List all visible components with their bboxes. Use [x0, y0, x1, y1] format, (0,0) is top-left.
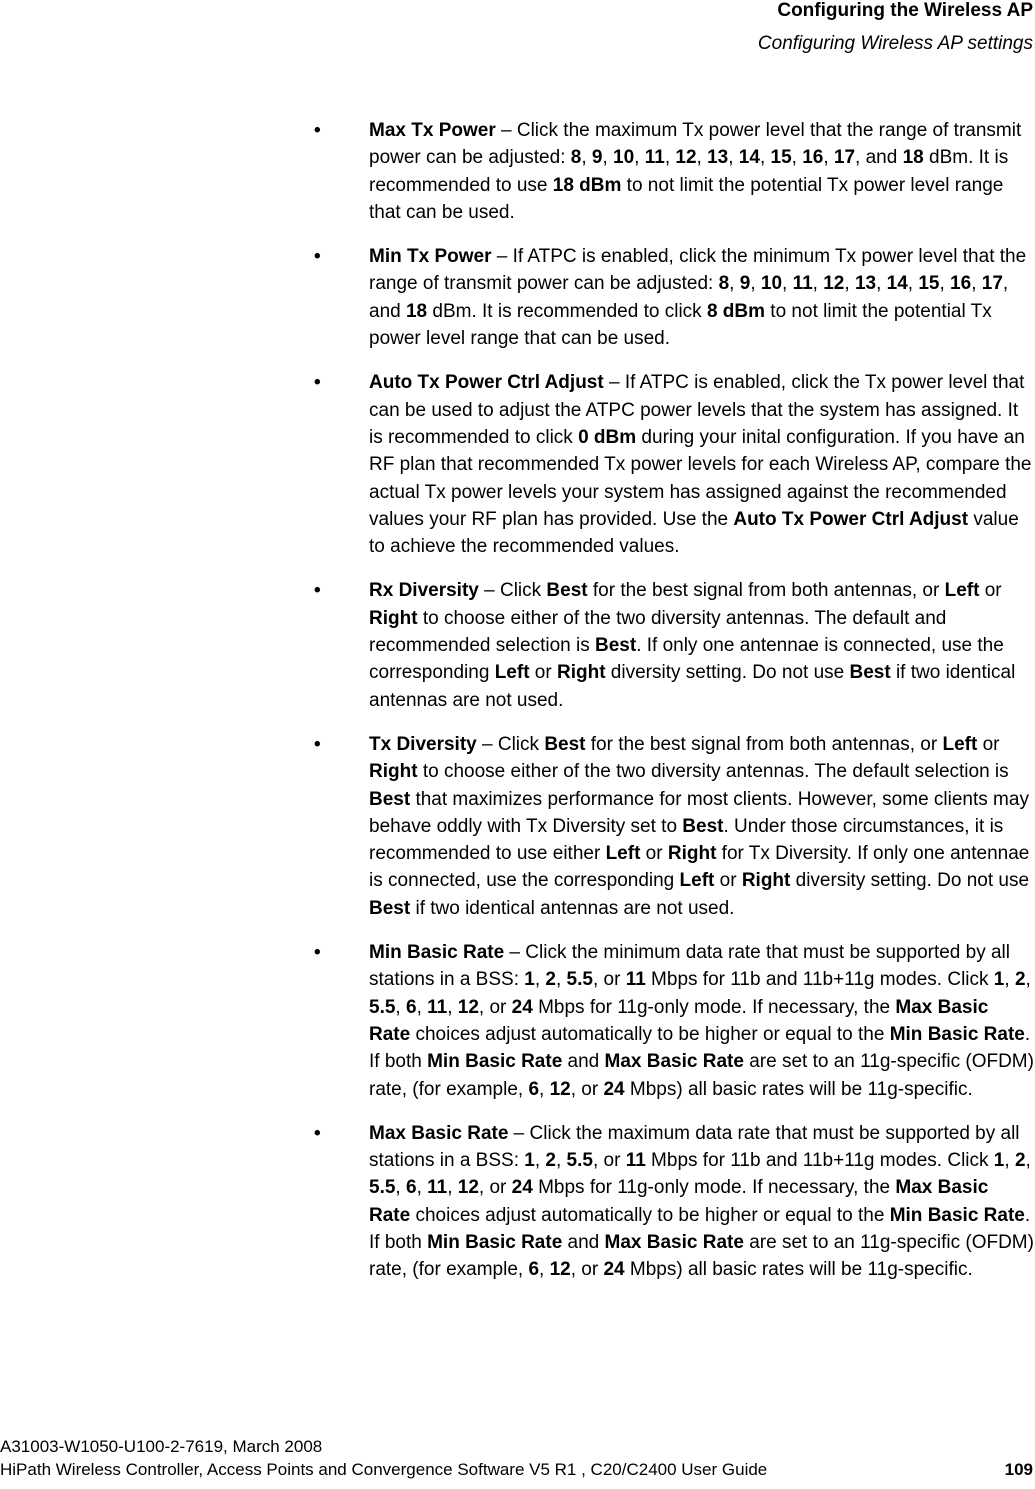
text-run: dBm. It is recommended to use	[369, 147, 1009, 196]
text-run: – If ATPC is enabled, click the minimum Tx power level that the range of transmit power can be adjusted:	[369, 246, 1027, 295]
bullet-list	[314, 117, 1034, 1301]
bold-term: 6	[405, 1177, 417, 1199]
text-run: Mbps) all basic rates will be 11g-specific.	[624, 1078, 973, 1100]
text-run: Mbps for 11g-only mode. If necessary, the	[532, 996, 896, 1018]
page-number: 109	[1004, 1460, 1033, 1479]
bold-term: Best	[369, 788, 411, 810]
bold-term: 12	[549, 1259, 571, 1281]
text-run: , or	[570, 1078, 604, 1100]
text-run: or	[714, 870, 742, 892]
bold-term: 2	[545, 969, 556, 991]
text-run: ,	[812, 273, 824, 295]
bold-term: Rx Diversity	[369, 580, 479, 602]
text-run: ,	[534, 1150, 546, 1172]
bold-term: 6	[528, 1078, 540, 1100]
text-run: ,	[534, 969, 546, 991]
bullet-icon: •	[314, 942, 321, 964]
bold-term: 5.5	[369, 1177, 396, 1199]
bullet-item-auto-tx-power-ctrl-adjust	[314, 369, 1034, 560]
bold-term: 9	[739, 273, 751, 295]
text-run: ,	[539, 1078, 550, 1100]
text-run: ,	[581, 147, 592, 169]
bold-term: Left	[944, 580, 980, 602]
text-run: ,	[844, 273, 855, 295]
text-run: ,	[759, 147, 771, 169]
bold-term: Min Tx Power	[369, 246, 492, 268]
bold-term: Min Basic Rate	[427, 1051, 563, 1073]
text-run: dBm. It is recommended to click	[427, 300, 707, 322]
bold-term: Tx Diversity	[369, 733, 477, 755]
text-run: – Click the maximum data rate that must be supported by all stations in a BSS:	[369, 1122, 1020, 1172]
bold-term: Right	[667, 843, 717, 865]
text-run: diversity setting. Do not use	[790, 870, 1030, 892]
bullet-icon: •	[314, 580, 321, 602]
footer-document-id: A31003-W1050-U100-2-7619, March 2008	[0, 1437, 323, 1456]
bold-term: 5.5	[566, 969, 593, 991]
bullet-text	[369, 942, 1034, 1099]
bold-term: Max Tx Power	[369, 120, 496, 141]
text-run: , or	[478, 1177, 512, 1199]
text-run: ,	[939, 273, 951, 295]
bold-term: 5.5	[566, 1150, 593, 1172]
text-run: , or	[570, 1259, 604, 1281]
bold-term: Best	[849, 662, 891, 684]
text-run: and	[562, 1231, 605, 1253]
bold-term: Best	[546, 580, 588, 602]
text-run: ,	[750, 273, 761, 295]
text-run: . Under those circumstances, it is recommended to use either	[369, 815, 1004, 865]
text-run: ,	[1025, 969, 1031, 991]
bold-term: Min Basic Rate	[427, 1231, 563, 1253]
bold-term: Left	[942, 733, 978, 755]
bold-term: 18	[405, 300, 428, 322]
header-section-title: Configuring Wireless AP settings	[757, 33, 1033, 54]
text-run: ,	[395, 996, 406, 1018]
bold-term: Max Basic Rate	[604, 1231, 744, 1253]
text-run: ,	[555, 1150, 567, 1172]
bullet-item-min-tx-power	[314, 243, 1034, 352]
text-run: ,	[1004, 1150, 1015, 1172]
text-run: or	[640, 843, 668, 865]
bullet-icon: •	[314, 246, 321, 268]
text-run: ,	[447, 1177, 458, 1199]
bold-term: 9	[591, 147, 603, 169]
bold-term: 17	[833, 147, 856, 169]
text-run: to not limit the potential Tx power level range that can be used.	[369, 300, 992, 350]
bold-term: 11	[644, 147, 665, 169]
bold-term: Left	[494, 662, 530, 684]
bold-term: 8	[570, 147, 582, 169]
bullet-text	[369, 580, 1015, 710]
bold-term: 2	[1014, 1150, 1026, 1172]
text-run: and	[562, 1051, 605, 1073]
text-run: choices adjust automatically to be higher or equal to the	[410, 1204, 890, 1226]
footer-guide-title: HiPath Wireless Controller, Access Points and Convergence Software V5 R1 , C20/C2400 User Guide	[0, 1460, 768, 1479]
bold-term: Max Basic Rate	[369, 1177, 989, 1226]
bullet-text	[369, 120, 1021, 223]
bold-term: 15	[918, 273, 940, 295]
bold-term: 16	[802, 147, 824, 169]
bold-term: 8 dBm	[706, 300, 766, 322]
text-run: during your inital configuration. If you have an RF plan that recommended Tx power levels for each Wireless AP, compare the actual Tx power levels your system has assigned against the recommended values your RF plan has provided. Use the	[369, 426, 1032, 530]
text-run: to not limit the potential Tx power level range that can be used.	[369, 174, 1004, 223]
text-run: ,	[664, 147, 676, 169]
bold-term: Max Basic Rate	[604, 1051, 744, 1073]
text-run: ,	[539, 1259, 550, 1281]
bullet-text	[369, 246, 1026, 349]
text-run: ,	[971, 273, 982, 295]
text-run: ,	[907, 273, 919, 295]
bold-term: Right	[369, 607, 418, 629]
bold-term: 12	[457, 1177, 479, 1199]
text-run: ,	[823, 147, 834, 169]
bold-term: 11	[625, 969, 646, 991]
bold-term: 11	[427, 996, 448, 1018]
bullet-text	[369, 734, 1029, 919]
bullet-icon: •	[314, 733, 321, 755]
bold-term: Max Basic Rate	[369, 996, 989, 1045]
text-run: for the best signal from both antennas, or	[587, 580, 945, 602]
text-run: to choose either of the two diversity antennas. The default selection is	[417, 761, 1009, 783]
bold-term: 24	[511, 996, 533, 1018]
text-run: choices adjust automatically to be higher or equal to the	[410, 1023, 890, 1045]
bullet-item-min-basic-rate	[314, 939, 1034, 1103]
bold-term: 14	[886, 273, 908, 295]
bold-term: 12	[823, 273, 845, 295]
bold-term: 12	[457, 996, 479, 1018]
text-run: , or	[592, 969, 626, 991]
text-run: , and	[855, 147, 903, 169]
text-run: ,	[634, 147, 645, 169]
text-run: or	[977, 733, 1000, 755]
text-run: , or	[478, 996, 512, 1018]
bold-term: 13	[707, 147, 729, 169]
bold-term: 12	[675, 147, 697, 169]
bold-term: Best	[544, 733, 586, 755]
text-run: are set to an 11g-specific (OFDM) rate, (for example,	[369, 1051, 1034, 1100]
bullet-text	[369, 1123, 1034, 1280]
bold-term: Best	[682, 815, 724, 837]
text-run: diversity setting. Do not use	[605, 662, 850, 684]
text-run: – If ATPC is enabled, click the Tx power level that can be used to adjust the ATPC power levels that the system has assigned. It is recommended to click	[369, 372, 1025, 448]
bold-term: Left	[605, 843, 641, 865]
bold-term: 6	[405, 996, 417, 1018]
bold-term: Right	[369, 761, 418, 783]
bold-term: 24	[603, 1078, 625, 1100]
text-run: for the best signal from both antennas, or	[585, 733, 943, 755]
text-run: Mbps for 11g-only mode. If necessary, the	[532, 1177, 896, 1199]
bold-term: 2	[545, 1150, 556, 1172]
bullet-icon: •	[314, 372, 321, 394]
bold-term: 10	[613, 147, 635, 169]
bold-term: 16	[950, 273, 972, 295]
text-run: ,	[416, 996, 428, 1018]
text-run: if two identical antennas are not used.	[410, 897, 735, 919]
text-run: ,	[876, 273, 887, 295]
text-run: . If only one antennae is connected, use the corresponding	[369, 635, 1004, 684]
text-run: ,	[555, 969, 567, 991]
bold-term: Best	[369, 897, 411, 919]
bold-term: 1	[993, 1150, 1005, 1172]
bold-term: Min Basic Rate	[369, 942, 505, 964]
text-run: value to achieve the recommended values.	[369, 508, 1019, 558]
text-run: or	[529, 662, 557, 684]
bold-term: Auto Tx Power Ctrl Adjust	[733, 508, 969, 530]
text-run: ,	[602, 147, 614, 169]
bullet-text	[369, 372, 1032, 557]
bold-term: 1	[524, 969, 535, 991]
text-run: – Click the minimum data rate that must be supported by all stations in a BSS:	[369, 942, 1011, 991]
bold-term: Left	[679, 870, 715, 892]
text-run: ,	[1004, 969, 1015, 991]
bold-term: 15	[770, 147, 792, 169]
bullet-icon: •	[314, 120, 321, 141]
text-run: ,	[791, 147, 803, 169]
bold-term: Right	[556, 662, 606, 684]
bold-term: 24	[603, 1259, 625, 1281]
bullet-item-rx-diversity	[314, 577, 1034, 713]
bold-term: 1	[524, 1150, 535, 1172]
bold-term: 12	[549, 1078, 571, 1100]
bullet-item-max-tx-power	[314, 117, 1034, 226]
bold-term: Best	[595, 635, 637, 657]
text-run: – Click	[478, 580, 547, 602]
text-run: for Tx Diversity. If only one antennae is connected, use the corresponding	[369, 843, 1030, 892]
text-run: to choose either of the two diversity antennas. The default and recommended selection is	[369, 607, 947, 657]
bold-term: Right	[741, 870, 791, 892]
bold-term: 11	[792, 273, 813, 295]
bold-term: Min Basic Rate	[889, 1023, 1025, 1045]
bold-term: Max Basic Rate	[369, 1122, 509, 1144]
bold-term: 18	[902, 147, 924, 169]
bold-term: 5.5	[369, 996, 396, 1018]
text-run: – Click	[476, 733, 545, 755]
text-run: are set to an 11g-specific (OFDM) rate, (for example,	[369, 1231, 1034, 1281]
bold-term: 10	[760, 273, 783, 295]
text-run: ,	[447, 996, 458, 1018]
bold-term: 18 dBm	[552, 174, 622, 196]
text-run: or	[979, 580, 1002, 602]
bullet-item-tx-diversity	[314, 731, 1034, 922]
text-run: ,	[395, 1177, 406, 1199]
bold-term: 6	[528, 1259, 540, 1281]
bold-term: 11	[427, 1177, 448, 1199]
text-run: . If both	[369, 1023, 1031, 1073]
bold-term: 13	[854, 273, 877, 295]
header-chapter-title: Configuring the Wireless AP	[777, 0, 1033, 21]
bold-term: 24	[511, 1177, 533, 1199]
text-run: ,	[416, 1177, 428, 1199]
text-run: Mbps) all basic rates will be 11g-specific.	[624, 1259, 973, 1281]
text-run: – Click the maximum Tx power level that the range of transmit power can be adjusted:	[369, 120, 1022, 169]
text-run: ,	[1025, 1150, 1031, 1172]
bullet-item-max-basic-rate	[314, 1120, 1034, 1284]
text-run: ,	[728, 147, 739, 169]
bold-term: 2	[1014, 969, 1026, 991]
bold-term: 8	[718, 273, 730, 295]
bold-term: Auto Tx Power Ctrl Adjust	[369, 372, 604, 394]
text-run: . If both	[369, 1204, 1031, 1253]
text-run: , or	[592, 1150, 626, 1172]
text-run: if two identical antennas are not used.	[369, 662, 1016, 711]
text-run: Mbps for 11b and 11b+11g modes. Click	[645, 1150, 994, 1172]
bold-term: 0 dBm	[578, 426, 637, 448]
bold-term: 1	[993, 969, 1005, 991]
bold-term: 11	[625, 1150, 646, 1172]
bold-term: 17	[981, 273, 1003, 295]
text-run: that maximizes performance for most clients. However, some clients may behave oddly with Tx Diversity set to	[369, 788, 1029, 837]
bold-term: Min Basic Rate	[889, 1204, 1025, 1226]
bullet-icon: •	[314, 1122, 321, 1144]
bold-term: 14	[738, 147, 760, 169]
text-run: ,	[696, 147, 708, 169]
text-run: , and	[369, 273, 1009, 322]
text-run: Mbps for 11b and 11b+11g modes. Click	[645, 969, 994, 991]
text-run: ,	[729, 273, 740, 295]
text-run: ,	[782, 273, 793, 295]
